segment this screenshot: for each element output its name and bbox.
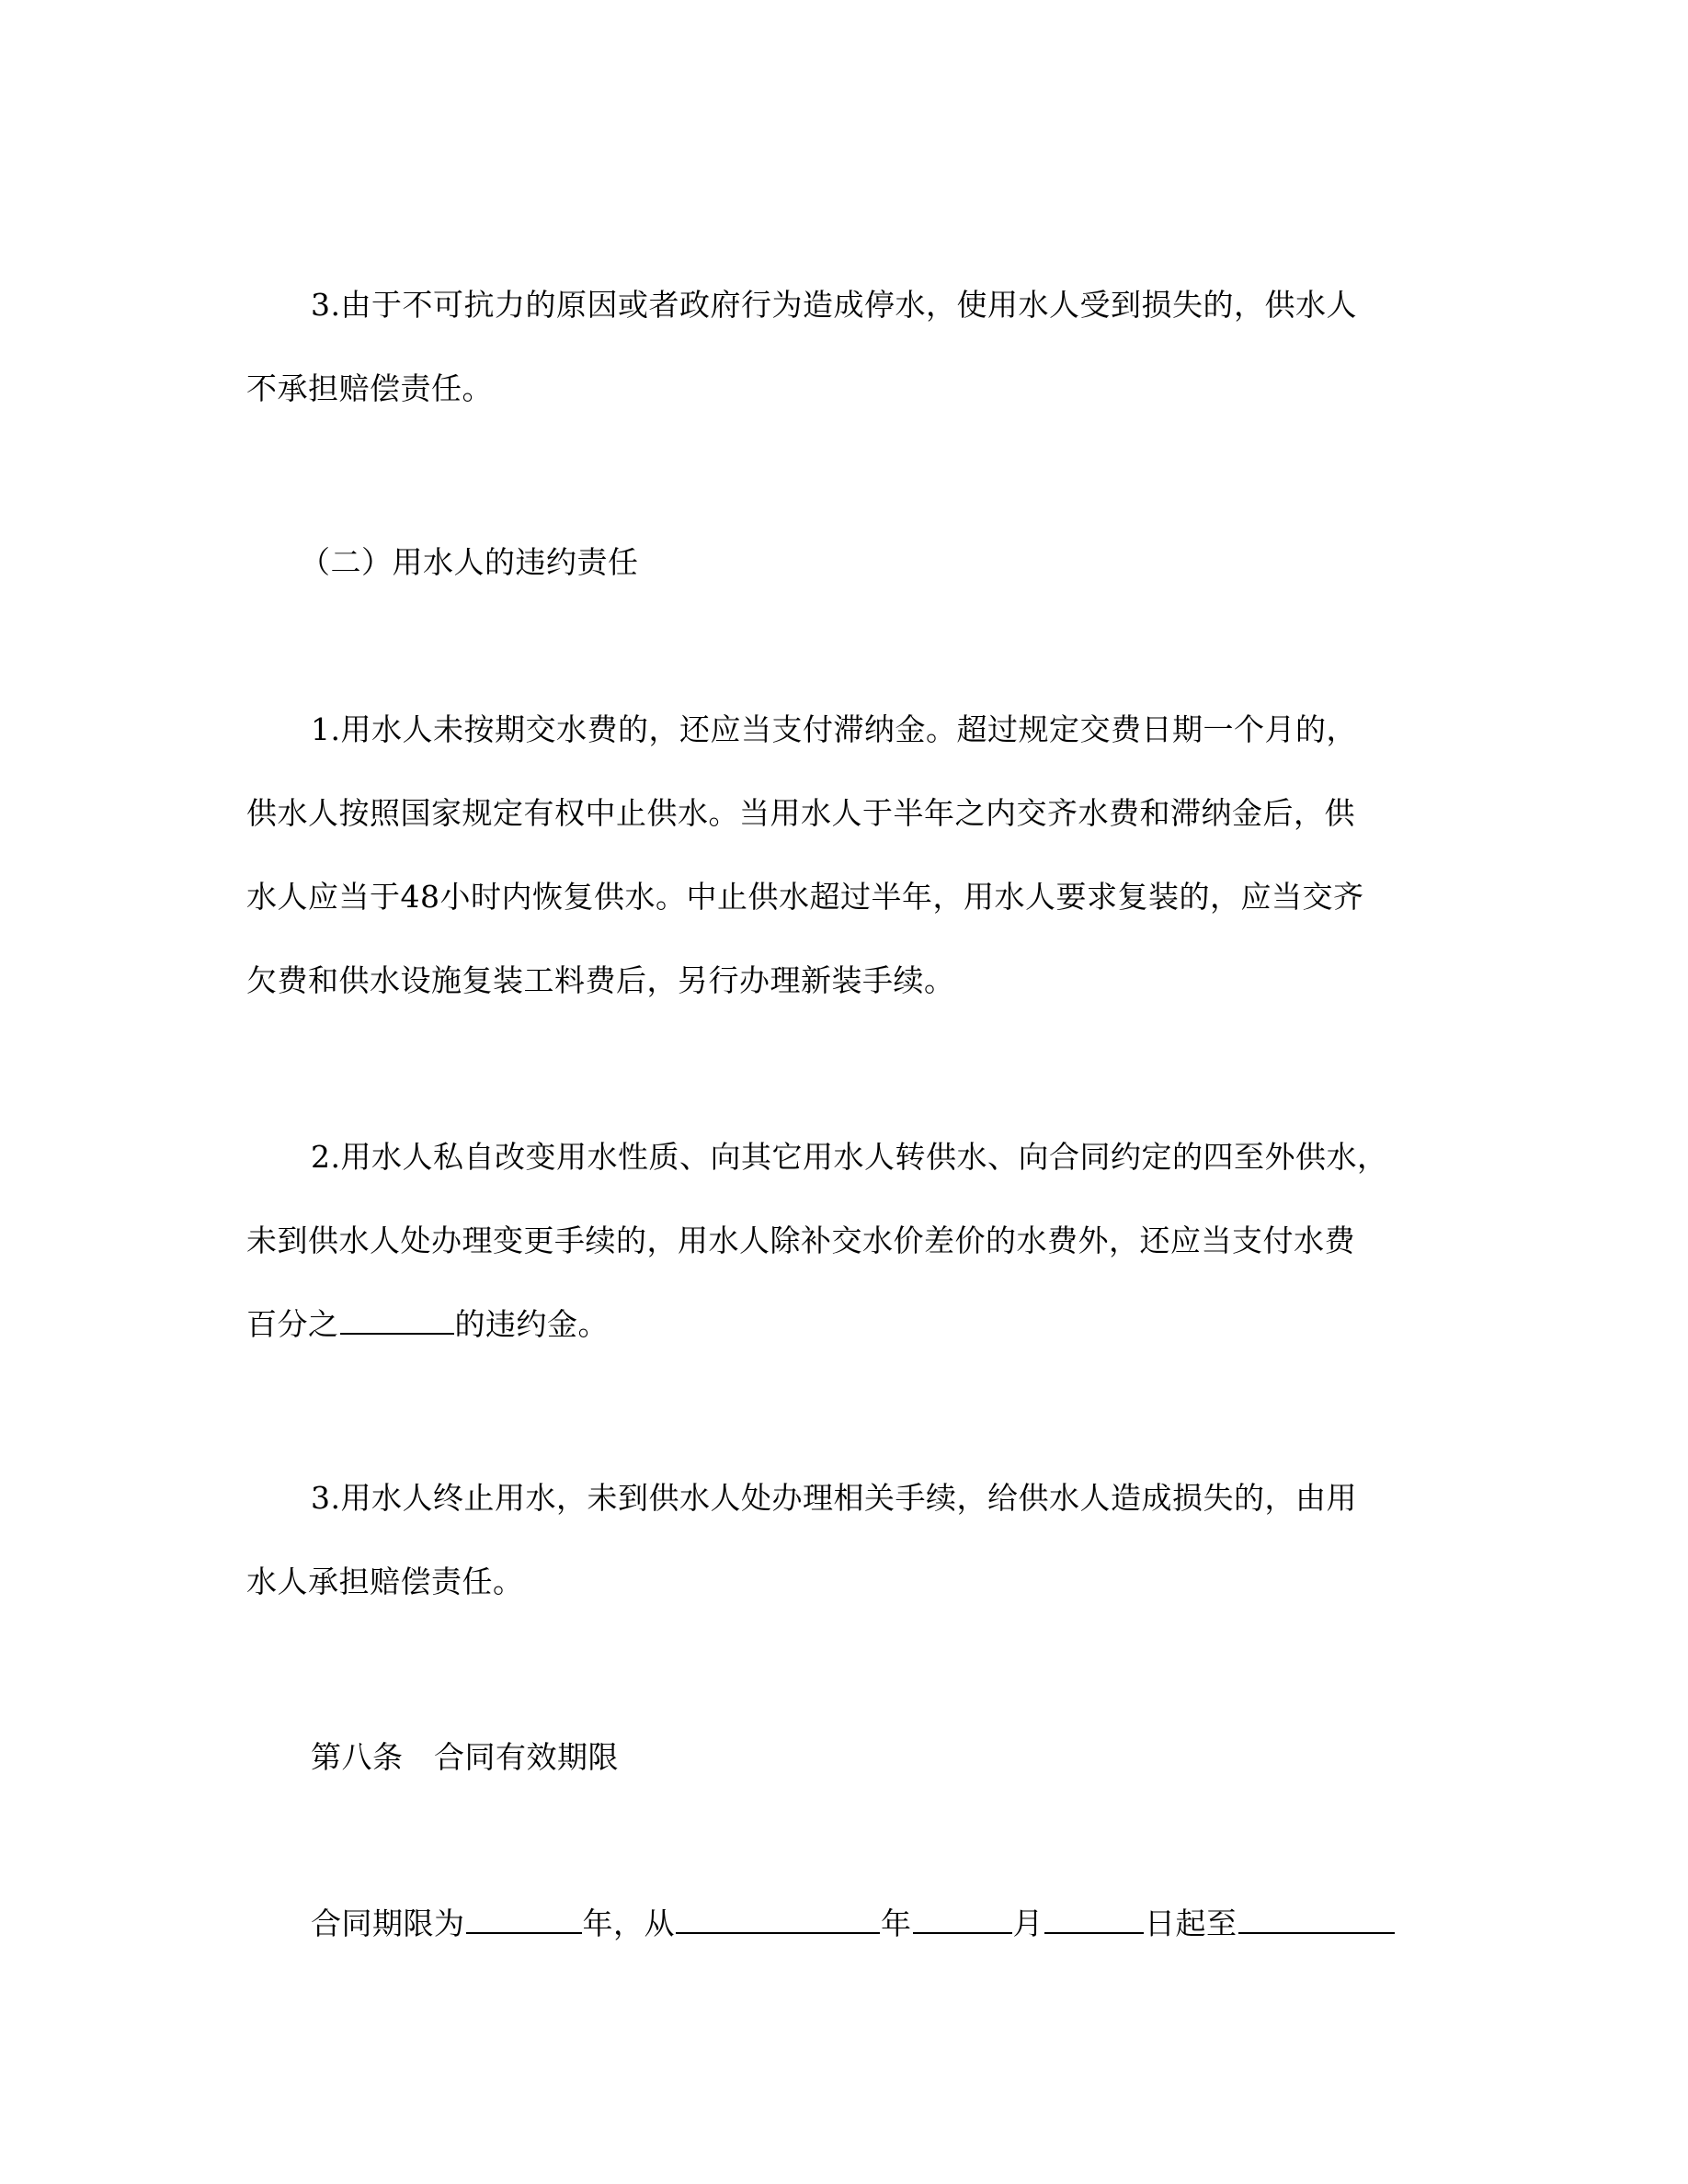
percentage-blank[interactable]: [340, 1309, 454, 1335]
end-date-blank[interactable]: [1238, 1908, 1395, 1934]
text-segment: 日起至: [1145, 1905, 1237, 1941]
paragraph-contract-term: [246, 1882, 1442, 1965]
text-line: 3.由于不可抗力的原因或者政府行为造成停水，使用水人受到损失的，供水人: [311, 287, 1357, 323]
paragraph-termination: [246, 1456, 1442, 1623]
paragraph-late-payment: [246, 688, 1442, 1022]
text-segment: 月: [1012, 1905, 1044, 1941]
paragraph-unauthorized-change: [246, 1115, 1442, 1366]
text-line: 水人应当于48小时内恢复供水。中止供水超过半年，用水人要求复装的，应当交齐: [246, 879, 1364, 915]
text-line: 3.用水人终止用水，未到供水人处办理相关手续，给供水人造成损失的，由用: [311, 1480, 1357, 1516]
text-segment: 年: [881, 1905, 912, 1941]
term-years-blank[interactable]: [466, 1908, 582, 1934]
text-segment: 合同期限为: [311, 1905, 465, 1941]
text-line: 未到供水人处办理变更手续的，用水人除补交水价差价的水费外，还应当支付水费: [246, 1223, 1355, 1258]
text-line-with-blanks: [246, 1882, 1442, 1965]
text-line: 第八条 合同有效期限: [311, 1739, 619, 1775]
text-line: 不承担赔偿责任。: [246, 370, 493, 406]
text-line: 供水人按照国家规定有权中止供水。当用水人于半年之内交齐水费和滞纳金后，供: [246, 795, 1355, 831]
text-line: 欠费和供水设施复装工料费后，另行办理新装手续。: [246, 962, 955, 998]
text-segment: 百分之: [246, 1306, 339, 1342]
section-heading-user-liability: [246, 520, 1442, 604]
article-eight-heading: [246, 1715, 1442, 1799]
text-segment: 的违约金。: [454, 1306, 609, 1342]
start-day-blank[interactable]: [1044, 1908, 1144, 1934]
text-segment: 年，从: [582, 1905, 675, 1941]
text-line: 2.用水人私自改变用水性质、向其它用水人转供水、向合同约定的四至外供水，: [311, 1139, 1388, 1175]
paragraph-force-majeure: [246, 263, 1442, 430]
text-line: 水人承担赔偿责任。: [246, 1564, 524, 1599]
start-year-blank[interactable]: [676, 1908, 880, 1934]
text-line: （二）用水人的违约责任: [300, 544, 639, 580]
start-month-blank[interactable]: [913, 1908, 1012, 1934]
text-line: 1.用水人未按期交水费的，还应当支付滞纳金。超过规定交费日期一个月的，: [311, 711, 1357, 747]
text-line-with-blank: [246, 1282, 1442, 1366]
